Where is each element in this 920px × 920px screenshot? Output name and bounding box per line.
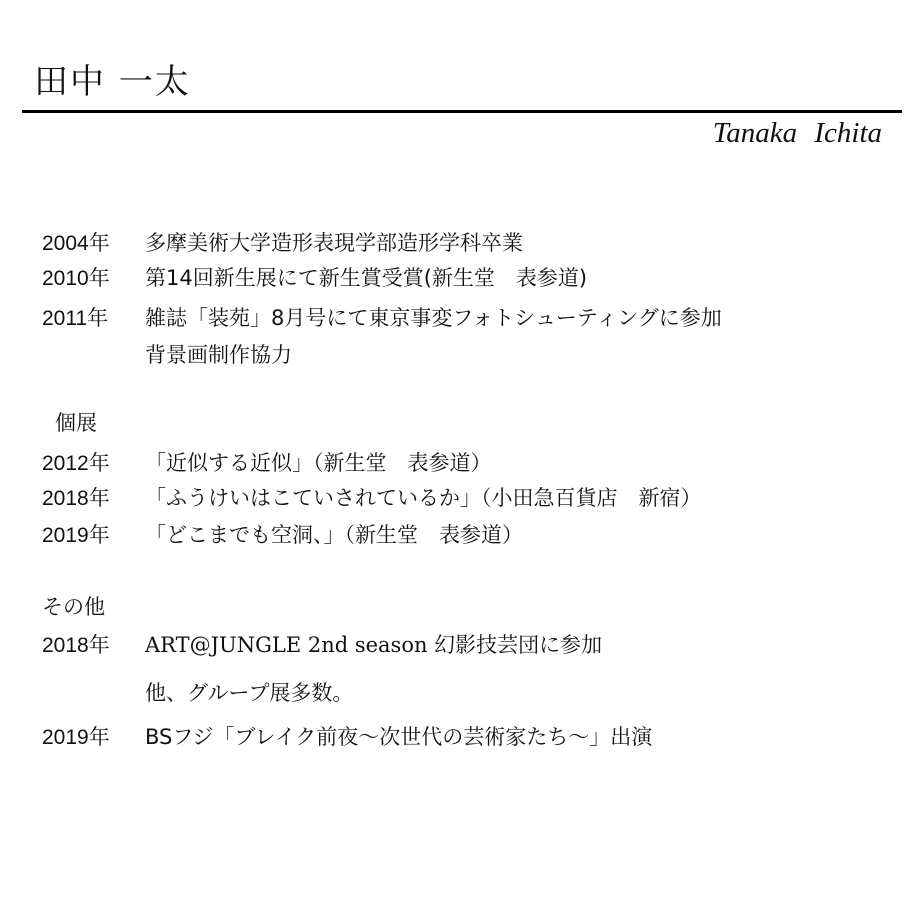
- career-entry-2010: [42, 263, 587, 293]
- other-entry-2018: [42, 630, 602, 660]
- entry-text: 雑誌「装苑」8月号にて東京事変フォトシューティングに参加: [145, 306, 722, 330]
- artist-name: 田中 一太: [34, 62, 191, 102]
- other-heading: その他: [42, 595, 105, 619]
- solo-entry-2019: [42, 520, 523, 550]
- entry-year: 2018年: [42, 487, 110, 510]
- entry-text: BSフジ「ブレイク前夜～次世代の芸術家たち～」出演: [145, 725, 653, 749]
- entry-text: 他、グループ展多数。: [145, 681, 354, 705]
- entry-year: 2011年: [42, 307, 109, 330]
- artist-name-romaji: Tanaka Ichita: [712, 117, 882, 149]
- entry-text: 「どこまでも空洞、」（新生堂 表参道）: [145, 523, 523, 547]
- entry-year: 2019年: [42, 524, 110, 547]
- header-rule: [22, 110, 902, 113]
- entry-year: 2018年: [42, 634, 110, 657]
- solo-entry-2018: [42, 483, 702, 513]
- entry-year: 2012年: [42, 452, 110, 475]
- other-entry-2019: [42, 722, 652, 752]
- entry-text: 第14回新生展にて新生賞受賞(新生堂 表参道): [145, 266, 588, 290]
- solo-entry-2012: [42, 448, 492, 478]
- entry-year: 2019年: [42, 726, 110, 749]
- career-entry-2004: [42, 228, 523, 258]
- entry-text: 多摩美術大学造形表現学部造形学科卒業: [145, 231, 523, 255]
- solo-exhibitions-heading: 個展: [55, 411, 97, 435]
- entry-text: 「近似する近似」（新生堂 表参道）: [145, 451, 492, 475]
- entry-text: 背景画制作協力: [145, 343, 292, 367]
- other-entry-2018-continued: [42, 678, 353, 708]
- entry-text: ART@JUNGLE 2nd season 幻影技芸団に参加: [145, 633, 603, 657]
- entry-text: 「ふうけいはこていされているか」（小田急百貨店 新宿）: [145, 486, 702, 510]
- entry-year: 2010年: [42, 267, 110, 290]
- career-entry-2011: [42, 303, 722, 333]
- entry-year: 2004年: [42, 232, 110, 255]
- career-entry-2011-continued: [42, 340, 292, 370]
